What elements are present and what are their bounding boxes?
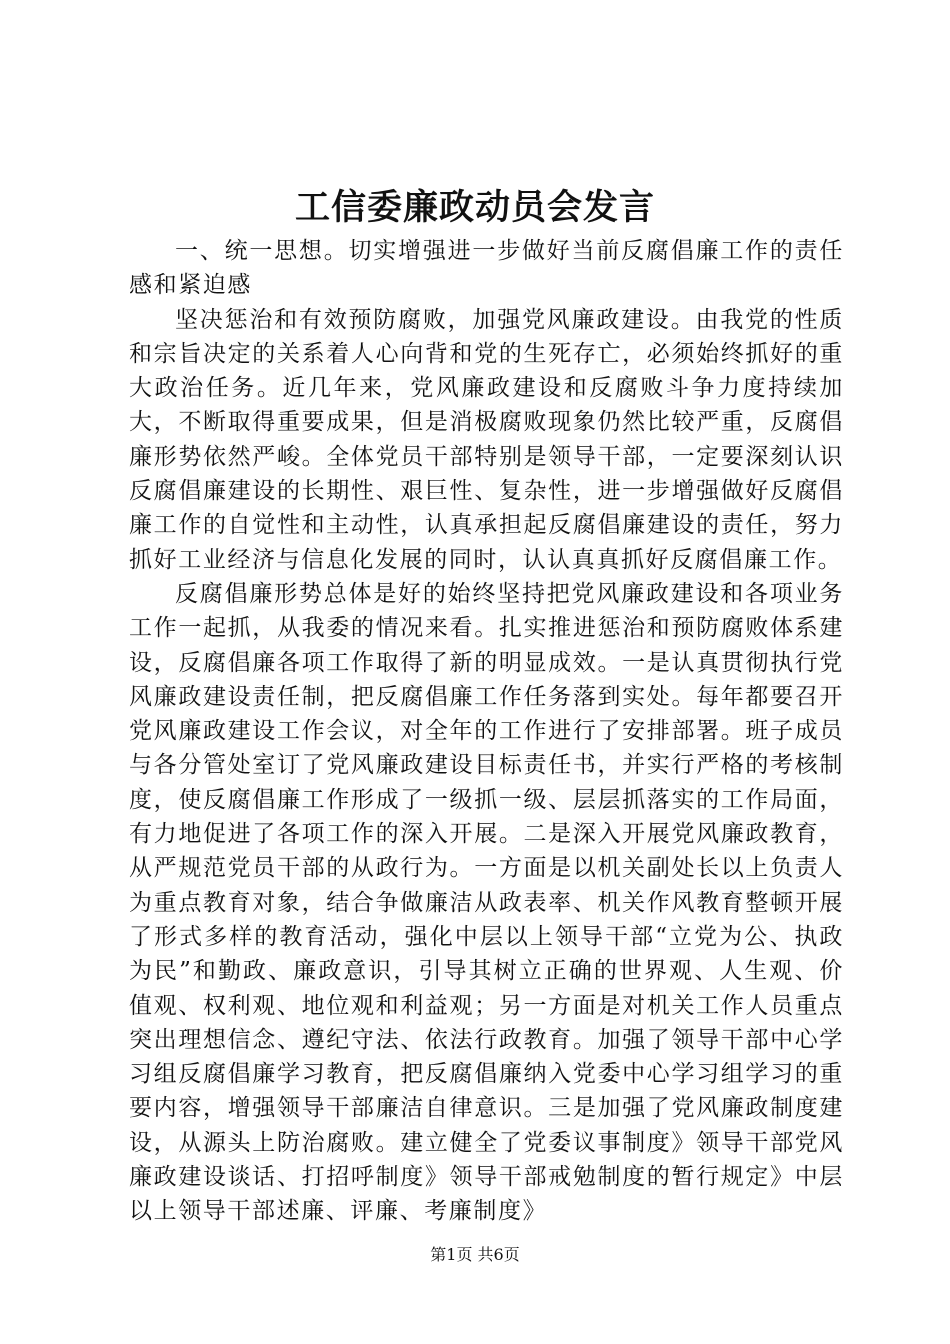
paragraph: 一、统一思想。切实增强进一步做好当前反腐倡廉工作的责任感和紧迫感: [129, 238, 844, 299]
document-body: [129, 234, 844, 1229]
page-number: 第1页 共6页: [430, 1245, 520, 1264]
paragraph: 坚决惩治和有效预防腐败，加强党风廉政建设。由我党的性质和宗旨决定的关系着人心向背和党的生死存亡，必须始终抓好的重大政治任务。近几年来，党风廉政建设和反腐败斗争力度持续加大，不断取得重要成果，但是消极腐败现象仍然比较严重，反腐倡廉形势依然严峻。全体党员干部特别是领导干部，一定要深刻认识反腐倡廉建设的长期性、艰巨性、复杂性，进一步增强做好反腐倡廉工作的自觉性和主动性，认真承担起反腐倡廉建设的责任，努力抓好工业经济与信息化发展的同时，认认真真抓好反腐倡廉工作。: [129, 306, 844, 573]
document-title: 工信委廉政动员会发言: [294, 187, 655, 228]
paragraph: 反腐倡廉形势总体是好的始终坚持把党风廉政建设和各项业务工作一起抓，从我委的情况来看。扎实推进惩治和预防腐败体系建设，反腐倡廉各项工作取得了新的明显成效。一是认真贯彻执行党风廉政建设责任制，把反腐倡廉工作任务落到实处。每年都要召开党风廉政建设工作会议，对全年的工作进行了安排部署。班子成员与各分管处室订了党风廉政建设目标责任书，并实行严格的考核制度，使反腐倡廉工作形成了一级抓一级、层层抓落实的工作局面，有力地促进了各项工作的深入开展。二是深入开展党风廉政教育，从严规范党员干部的从政行为。一方面是以机关副处长以上负责人为重点教育对象，结合争做廉洁从政表率、机关作风教育整顿开展了形式多样的教育活动，强化中层以上领导干部“立党为公、执政为民”和勤政、廉政意识，引导其树立正确的世界观、人生观、价值观、权利观、地位观和利益观；另一方面是对机关工作人员重点突出理想信念、遵纪守法、依法行政教育。加强了领导干部中心学习组反腐倡廉学习教育，把反腐倡廉纳入党委中心学习组学习的重要内容，增强领导干部廉洁自律意识。三是加强了党风廉政制度建设，从源头上防治腐败。建立健全了党委议事制度》领导干部党风廉政建设谈话、打招呼制度》领导干部戒勉制度的暂行规定》中层以上领导干部述廉、评廉、考廉制度》: [129, 580, 844, 1225]
